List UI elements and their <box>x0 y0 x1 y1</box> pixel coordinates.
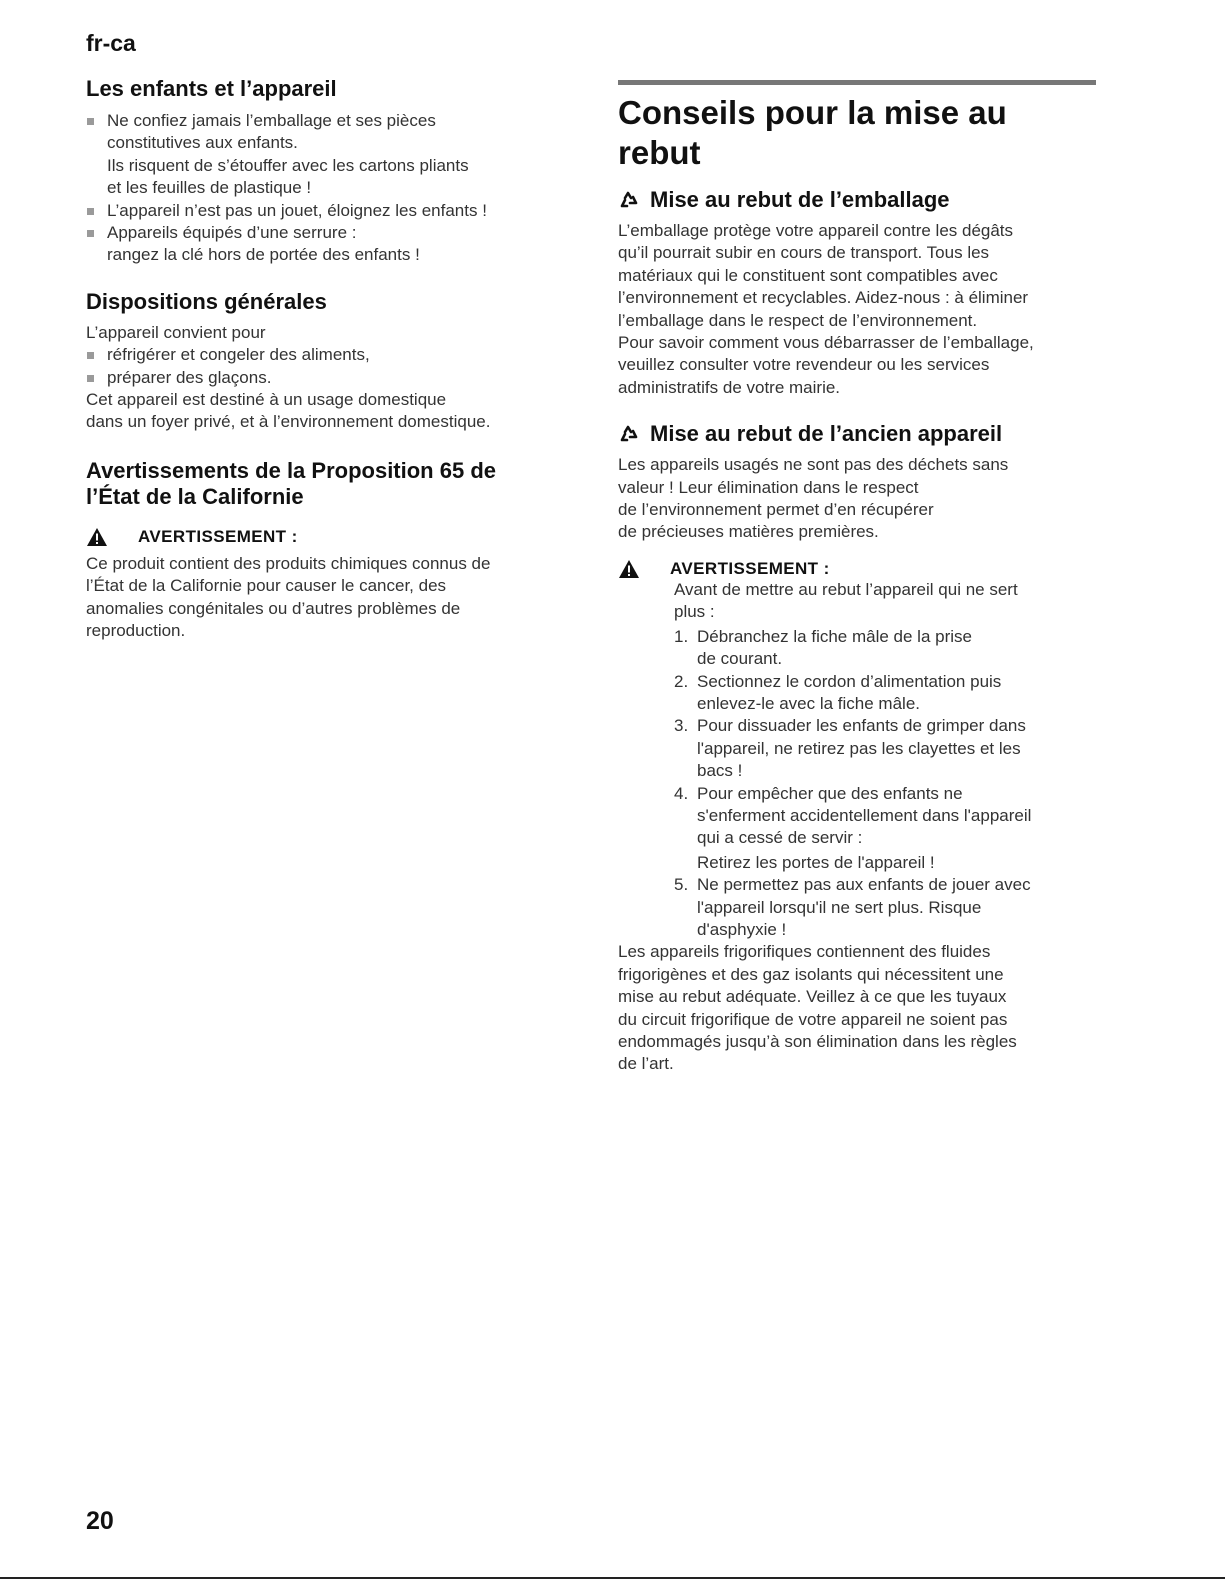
text-line: l’environnement et recyclables. Aidez-nous : à éliminer <box>618 288 1029 308</box>
list-item <box>86 222 566 267</box>
text-line: Sectionnez le cordon d’alimentation puis <box>697 671 1002 691</box>
bullet-square-icon <box>87 230 94 237</box>
text-line: de l’art. <box>618 1054 674 1074</box>
children-section <box>86 76 566 267</box>
text-line: Pour savoir comment vous débarrasser de l’emballage, <box>618 333 1034 353</box>
text-line: dans un foyer privé, et à l’environnement domestique. <box>86 412 491 432</box>
text-line: Pour empêcher que des enfants ne <box>697 783 963 803</box>
list-item <box>674 783 1098 875</box>
text-line: administratifs de votre mairie. <box>618 377 841 397</box>
text-line: du circuit frigorifique de votre appareil ne soient pas <box>618 1009 1008 1029</box>
general-intro: L’appareil convient pour <box>86 322 266 342</box>
text-line: qui a cessé de servir : <box>697 828 863 848</box>
text-line: l’État de la Californie pour causer le cancer, des <box>86 576 447 596</box>
text-line: matériaux qui le constituent sont compatibles avec <box>618 265 998 285</box>
text-line: s'enferment accidentellement dans l'appareil <box>697 805 1032 825</box>
text-line: Ils risquent de s’étouffer avec les cartons pliants <box>107 155 469 175</box>
packaging-section <box>618 187 1098 399</box>
prop65-heading <box>86 458 566 510</box>
text-line: l’emballage dans le respect de l’environnement. <box>618 310 978 330</box>
list-item <box>674 626 1098 671</box>
text-line: de l’environnement permet d’en récupérer <box>618 500 934 520</box>
children-bullet-list <box>86 110 566 267</box>
list-item <box>674 874 1098 941</box>
text-line: Les appareils usagés ne sont pas des déchets sans <box>618 455 1009 475</box>
prop65-section <box>86 458 566 643</box>
text-line: anomalies congénitales ou d’autres problèmes de <box>86 598 461 618</box>
text-line: frigorigènes et des gaz isolants qui nécessitent une <box>618 964 1004 984</box>
disposal-steps <box>674 626 1098 942</box>
warning-label: AVERTISSEMENT : <box>138 526 298 546</box>
text-line: Ne confiez jamais l’emballage et ses pièces <box>107 111 436 130</box>
text-line: endommagés jusqu’à son élimination dans les règles <box>618 1032 1017 1051</box>
heading-line: l’État de la Californie <box>86 483 304 509</box>
list-item <box>86 344 566 366</box>
general-section <box>86 289 566 434</box>
list-item <box>86 200 566 222</box>
warning-triangle-icon <box>86 527 108 547</box>
text-line: l'appareil lorsqu'il ne sert plus. Risque <box>697 897 982 917</box>
bullet-square-icon <box>87 375 94 382</box>
text-line: veuillez consulter votre revendeur ou les services <box>618 355 990 375</box>
text-line: Avant de mettre au rebut l’appareil qui ne sert <box>674 579 1018 599</box>
old-appliance-section <box>618 421 1098 1076</box>
text-line: rangez la clé hors de portée des enfants ! <box>107 245 420 265</box>
heading-text: Mise au rebut de l’ancien appareil <box>650 421 1003 447</box>
text-line: d'asphyxie ! <box>697 919 787 939</box>
disposal-warning <box>618 559 1098 579</box>
general-heading: Dispositions générales <box>86 288 327 314</box>
bullet-square-icon <box>87 118 94 125</box>
text-line: Les appareils frigorifiques contiennent des fluides <box>618 942 991 962</box>
step-number: 4. <box>674 783 689 803</box>
text-line: Ne permettez pas aux enfants de jouer avec <box>697 875 1031 895</box>
list-item <box>86 110 566 200</box>
right-column <box>618 80 1098 1076</box>
packaging-heading <box>618 187 1098 213</box>
text-line: réfrigérer et congeler des aliments, <box>107 345 370 365</box>
packaging-text <box>618 220 1098 399</box>
text-line: et les feuilles de plastique ! <box>107 178 312 198</box>
text-line: L’appareil n’est pas un jouet, éloignez les enfants ! <box>107 200 487 220</box>
old-appliance-heading <box>618 421 1098 447</box>
heading-line: Avertissements de la Proposition 65 de <box>86 457 496 483</box>
left-column <box>86 76 566 643</box>
text-line: bacs ! <box>697 761 743 781</box>
text-line: Pour dissuader les enfants de grimper dans <box>697 716 1026 736</box>
text-line: préparer des glaçons. <box>107 367 272 387</box>
step-number: 3. <box>674 716 689 736</box>
warning-intro <box>674 579 1098 624</box>
text-line: L’emballage protège votre appareil contre les dégâts <box>618 221 1014 240</box>
list-item <box>674 671 1098 716</box>
text-line: Cet appareil est destiné à un usage domestique <box>86 390 447 410</box>
bullet-square-icon <box>87 208 94 215</box>
text-line: valeur ! Leur élimination dans le respect <box>618 477 919 497</box>
children-heading: Les enfants et l’appareil <box>86 76 337 101</box>
text-line: enlevez-le avec la fiche mâle. <box>697 693 921 713</box>
recycle-icon <box>618 189 640 211</box>
warning-body <box>618 579 1098 942</box>
old-appliance-closing <box>618 941 1098 1075</box>
list-item <box>674 715 1098 782</box>
text-line: mise au rebut adéquate. Veillez à ce que les tuyaux <box>618 987 1007 1007</box>
warning-label: AVERTISSEMENT : <box>670 558 830 578</box>
recycle-icon <box>618 423 640 445</box>
heading-text: Mise au rebut de l’emballage <box>650 187 950 212</box>
text-line: Ce produit contient des produits chimiques connus de <box>86 553 491 573</box>
text-line: Appareils équipés d’une serrure : <box>107 223 357 243</box>
list-item <box>86 367 566 389</box>
step-number: 1. <box>674 626 689 646</box>
general-closing <box>86 389 566 434</box>
page-number: 20 <box>86 1507 114 1535</box>
section-rule <box>618 80 1096 85</box>
text-line: Retirez les portes de l'appareil ! <box>697 852 935 872</box>
text-line: qu’il pourrait subir en cours de transport. Tous les <box>618 243 990 263</box>
warning-triangle-icon <box>618 559 640 579</box>
text-line: constitutives aux enfants. <box>107 133 298 153</box>
page-bottom-rule <box>0 1577 1225 1579</box>
text-line: de précieuses matières premières. <box>618 522 879 542</box>
bullet-square-icon <box>87 352 94 359</box>
text-line: l'appareil, ne retirez pas les clayettes et les <box>697 738 1021 758</box>
language-code: fr-ca <box>86 30 136 56</box>
text-line: reproduction. <box>86 621 186 641</box>
general-bullet-list <box>86 344 566 389</box>
prop65-warning <box>86 527 566 547</box>
prop65-text <box>86 553 566 643</box>
step-number: 5. <box>674 875 689 895</box>
text-line: de courant. <box>697 649 783 669</box>
old-appliance-text <box>618 454 1098 544</box>
step-number: 2. <box>674 671 689 691</box>
disposal-title: Conseils pour la mise au rebut <box>618 94 1007 171</box>
text-line: Débranchez la fiche mâle de la prise <box>697 626 972 646</box>
text-line: plus : <box>674 602 715 622</box>
